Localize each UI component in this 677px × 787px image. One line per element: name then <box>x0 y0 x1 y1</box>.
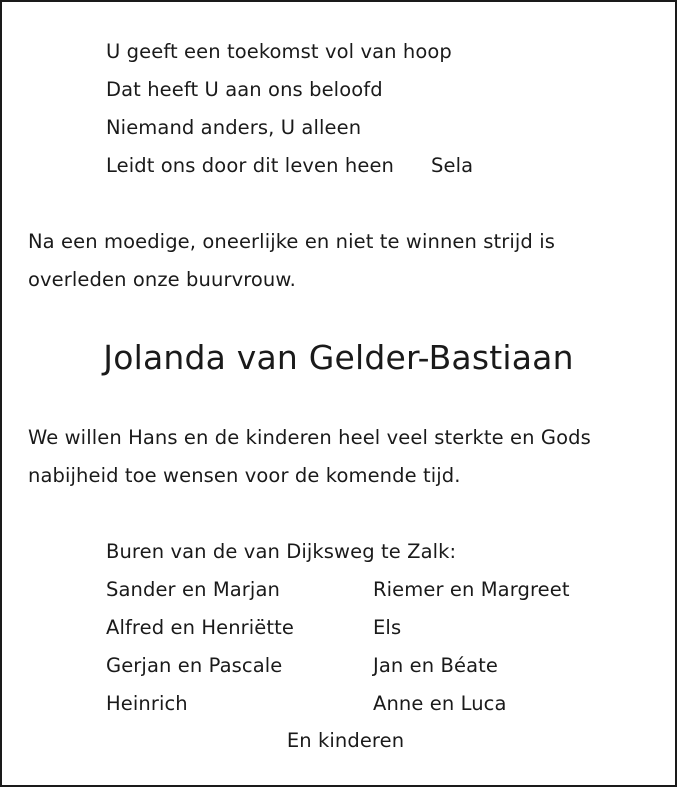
poem-line: U geeft een toekomst vol van hoop <box>106 40 452 63</box>
signature-right: Riemer en Margreet <box>373 578 570 601</box>
signature-right: Jan en Béate <box>373 654 498 677</box>
poem-line: Dat heeft U aan ons beloofd <box>106 78 383 101</box>
signature-right: Anne en Luca <box>373 692 507 715</box>
message-line: We willen Hans en de kinderen heel veel sterkte en Gods <box>28 426 591 449</box>
deceased-name: Jolanda van Gelder-Bastiaan <box>103 338 574 377</box>
signatures-heading: Buren van de van Dijksweg te Zalk: <box>106 540 457 563</box>
signature-left: Heinrich <box>106 692 188 715</box>
signature-left: Sander en Marjan <box>106 578 280 601</box>
signature-left: Alfred en Henriëtte <box>106 616 294 639</box>
message-line: nabijheid toe wensen voor de komende tijd. <box>28 464 461 487</box>
signature-right: Els <box>373 616 402 639</box>
signatures-closing: En kinderen <box>286 729 405 752</box>
intro-line: Na een moedige, oneerlijke en niet te winnen strijd is <box>28 230 555 253</box>
signature-left: Gerjan en Pascale <box>106 654 283 677</box>
poem-sela: Sela <box>431 154 474 177</box>
intro-line: overleden onze buurvrouw. <box>28 268 296 291</box>
poem-line: Niemand anders, U alleen <box>106 116 362 139</box>
poem-line: Leidt ons door dit leven heen <box>106 154 395 177</box>
